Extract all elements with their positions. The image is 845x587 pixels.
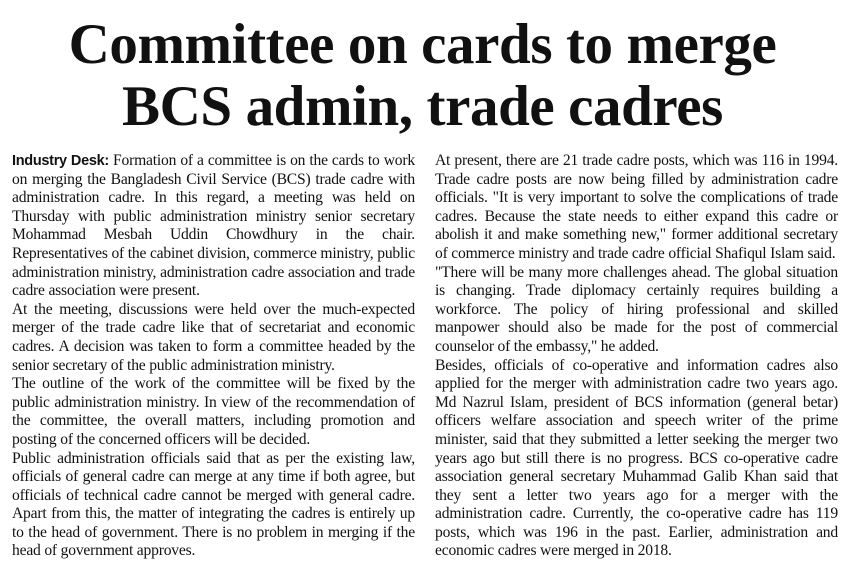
paragraph: At the meeting, discussions were held over the much-expected merger of the trade cadre like that of secretariat and economic cadres. A decision was taken to form a committee headed by the senior secretary of the public administration ministry. xyxy=(12,300,415,374)
headline xyxy=(0,0,845,138)
column-right xyxy=(435,152,838,561)
paragraph-text: Formation of a committee is on the cards to work on merging the Bangladesh Civil Service (BCS) trade cadre with administration cadre. In this regard, a meeting was held on Thursday with public administration ministry senior secretary Mohammad Mesbah Uddin Chowdhury in the chair. Representatives of the cabinet division, commerce ministry, public administration ministry, administration cadre association and trade cadre association were present. xyxy=(12,152,415,300)
article-body xyxy=(12,152,838,561)
paragraph xyxy=(12,152,415,301)
paragraph: The outline of the work of the committee will be fixed by the public administration ministry. In view of the recommendation of the committee, the overall matters, including promotion and posting of the concerned officers will be decided. xyxy=(12,375,415,448)
headline-line-1: Committee on cards to merge xyxy=(68,13,777,76)
paragraph: At present, there are 21 trade cadre posts, which was 116 in 1994. Trade cadre posts are now being filled by administration cadre officials. "It is very important to solve the complications of trade cadres. Because the state needs to either expand this cadre or abolish it and make something new," former additional secretary of commerce ministry and trade cadre official Shafiqul Islam said. xyxy=(435,152,838,262)
dateline: Industry Desk: xyxy=(12,153,109,169)
paragraph: Public administration officials said that as per the existing law, officials of general cadre can merge at any time if both agree, but officials of technical cadre cannot be merged with general cadre. Apart from this, the matter of integrating the cadres is entirely up to the head of government. There is no problem in merging if the head of government approves. xyxy=(12,449,415,560)
headline-line-2: BCS admin, trade cadres xyxy=(122,75,723,138)
paragraph: Besides, officials of co-operative and information cadres also applied for the merger with administration cadre two years ago. Md Nazrul Islam, president of BCS information (general betar) officers welfare association and speech writer of the prime minister, said that they submitted a letter seeking the merger two years ago but still there is no progress. BCS co-operative cadre association general secretary Muhammad Galib Khan said that they sent a letter two years ago for a merger with the administration cadre. Currently, the co-operative cadre has 119 posts, which was 196 in the past. Earlier, administration and economic cadres were merged in 2018. xyxy=(435,356,838,560)
paragraph: "There will be many more challenges ahead. The global situation is changing. Trade diplomacy certainly requires building a workforce. The policy of hiring professional and skilled manpower should also be made for the post of commercial counselor of the embassy," he added. xyxy=(435,263,838,355)
column-left xyxy=(12,152,415,561)
